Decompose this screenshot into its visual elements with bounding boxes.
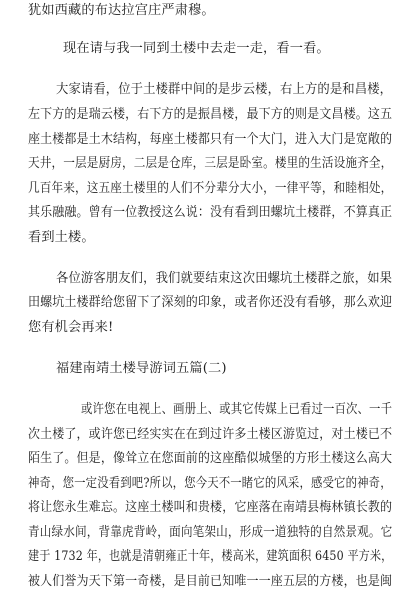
paragraph-line: 几百年来，这五座土楼里的人们不分辈分大小，一律平等，和睦相处， [28, 181, 393, 196]
paragraph-line: 天井，一层是厨房，二层是仓库，三层是卧室。楼里的生活设施齐全， [28, 156, 393, 171]
paragraph-line: 看到土楼。 [28, 230, 95, 245]
paragraph-line: 将让您永生难忘。这座土楼叫和贵楼，它座落在南靖县梅林镇长教的 [28, 500, 393, 515]
paragraph-line: 大家请看，位于土楼群中间的是步云楼，右上方的是和昌楼， [56, 82, 393, 97]
paragraph-line: 左下方的是瑞云楼，右下方的是振昌楼，最下方的则是文昌楼。这五 [28, 107, 393, 122]
paragraph-line: 其乐融融。曾有一位教授这么说：没有看到田螺坑土楼群，不算真正 [28, 205, 393, 220]
paragraph-line: 青山绿水间，背靠虎背岭，面向笔架山，形成一道独特的自然景观。它 [28, 525, 393, 540]
paragraph-line: 田螺坑土楼群给您留下了深刻的印象，或者你还没有看够，那么欢迎 [28, 295, 393, 310]
paragraph-line: 建于 1732 年，也就是清朝雍正十年，楼高米，建筑面积 6450 平方米， [28, 549, 393, 564]
paragraph-line: 次土楼了，或许您已经实实在在到过许多土楼区游览过，对土楼已不 [28, 427, 393, 442]
paragraph-line: 犹如西藏的布达拉宫庄严肃穆。 [28, 3, 215, 18]
paragraph-line: 各位游客朋友们，我们就要结束这次田螺坑土楼群之旅，如果 [56, 271, 393, 286]
paragraph-line: 现在请与我一同到土楼中去走一走，看一看。 [63, 41, 330, 56]
paragraph-line: 您有机会再来! [28, 320, 114, 335]
paragraph-line: 被人们誉为天下第一奇楼，是目前已知唯一一座五层的方楼，也是闽 [28, 574, 393, 589]
paragraph-line: 神奇，您一定没看到吧?所以，您今天不一睹它的风采，感受它的神奇， [28, 476, 392, 491]
paragraph-line: 陌生了。但是，像耸立在您面前的这座酷似城堡的方形土楼这么高大 [28, 451, 393, 466]
paragraph-line: 座土楼都是土木结构，每座土楼都只有一个大门，进入大门是宽敞的 [28, 132, 393, 147]
section-heading: 福建南靖土楼导游词五篇(二) [56, 361, 227, 376]
paragraph-line: 或许您在电视上、画册上、或其它传媒上已看过一百次、一千 [81, 402, 393, 417]
